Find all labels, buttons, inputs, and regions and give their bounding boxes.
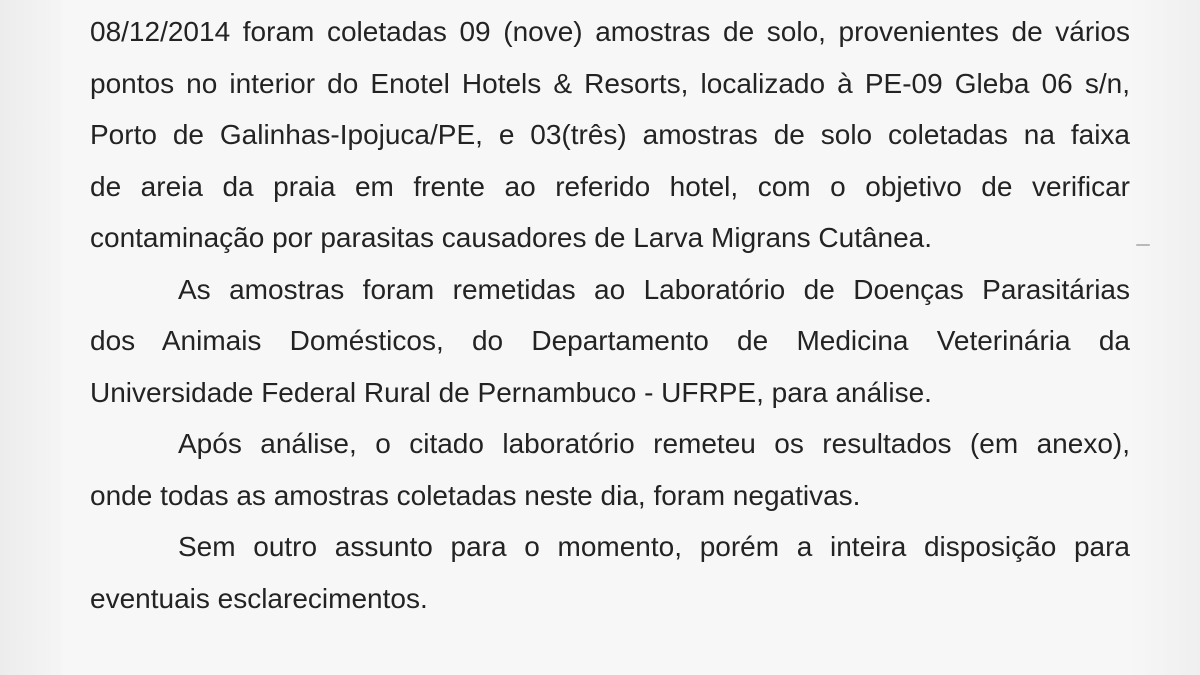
text-line: 08/12/2014 foram coletadas 09 (nove) amostras de solo, provenientes de vários [90,16,1130,47]
paragraph-3 [90,418,1130,521]
text-line: dos Animais Domésticos, do Departamento de Medicina Veterinária da [90,325,1130,356]
document-body [90,6,1130,624]
text-line: eventuais esclarecimentos. [90,582,428,614]
text-line: de areia da praia em frente ao referido hotel, com o objetivo de verificar [90,170,1130,202]
paragraph-1 [90,6,1130,264]
paragraph-4 [90,521,1130,624]
paragraph-2 [90,264,1130,419]
text-line: contaminação por parasitas causadores de Larva Migrans Cutânea. [90,222,933,253]
text-line: As amostras foram remetidas ao Laboratório de Doenças Parasitárias [178,273,1130,305]
text-line: Sem outro assunto para o momento, porém a inteira disposição para [178,531,1130,562]
text-line: onde todas as amostras coletadas neste dia, foram negativas. [90,479,861,511]
text-line: Universidade Federal Rural de Pernambuco - UFRPE, para análise. [90,376,932,408]
paper-margin-right [1130,0,1200,675]
paper-margin-left [0,0,62,675]
text-line: Após análise, o citado laboratório remeteu os resultados (em anexo), [178,428,1130,459]
text-line: pontos no interior do Enotel Hotels & Resorts, localizado à PE-09 Gleba 06 s/n, [90,67,1130,99]
scan-speck [1136,244,1150,246]
text-line: Porto de Galinhas-Ipojuca/PE, e 03(três) amostras de solo coletadas na faixa [90,119,1130,150]
